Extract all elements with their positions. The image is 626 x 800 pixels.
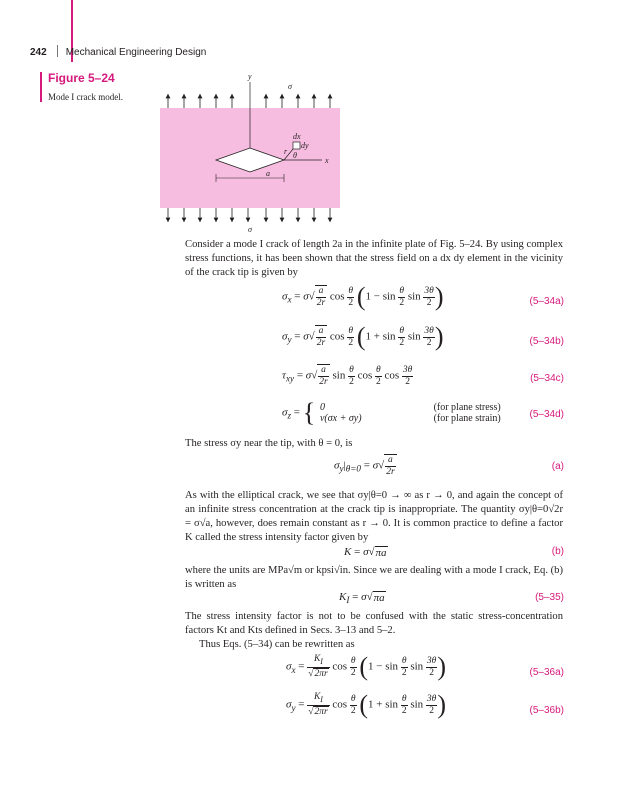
equation-5-35: $K_I = \sigma√\pi a$ [339, 591, 385, 606]
label-dx: dx [293, 132, 301, 141]
case-plane-strain-note: (for plane strain) [433, 413, 501, 424]
label-x: x [325, 156, 329, 165]
equation-a-label: (a) [551, 461, 564, 472]
crack-diagram [160, 70, 340, 235]
equation-5-36a-label: (5–36a) [529, 667, 564, 678]
paragraph-3: As with the elliptical crack, we see that σy|θ=0 → ∞ as r → 0, and again the concept of an infinite stress concentration at the crack tip is inappropriate. The quantity σy|θ=0√2r = σ√a, however, does remain constant as r → 0. It is common practice to define a factor K called the stress intensity factor given by [185, 490, 563, 543]
label-dy: dy [301, 141, 309, 150]
label-a: a [266, 169, 270, 178]
paragraph-4: where the units are MPa√m or kpsi√in. Since we are dealing with a mode I crack, Eq. (b) is written as [185, 565, 563, 590]
equation-5-36b: $\sigma_y$ = $\frac{K_I}{√2\pi r}$ cos $\frac{\theta}{2}$ (1 + sin $\frac{\theta}{2}$ sin $\frac{3\theta}{2}$ ) [286, 690, 446, 720]
equation-5-34c: $\tau_{xy} = \sigma√$ $\frac{a}{2r}$ sin $\frac{\theta}{2}$ cos $\frac{\theta}{2}$ cos $\frac{3\theta}{2}$ [282, 364, 413, 387]
equation-5-35-label: (5–35) [535, 592, 564, 603]
label-theta: θ [293, 151, 297, 160]
equation-5-34b-label: (5–34b) [529, 336, 564, 347]
equation-5-36a: $\sigma_x$ = $\frac{K_I}{√2\pi r}$ cos $\frac{\theta}{2}$ (1 − sin $\frac{\theta}{2}$ sin $\frac{3\theta}{2}$ ) [286, 652, 446, 682]
figure-title: Figure 5–24 [48, 71, 115, 85]
case-plane-stress-note: (for plane stress) [433, 402, 501, 413]
equation-5-34a: $\sigma_x = \sigma√$ $\frac{a}{2r}$ cos $\frac{\theta}{2}$ (1 − sin $\frac{\theta}{2}$ sin $\frac{3\theta}{2}$ ) [282, 282, 444, 311]
element-dxdy [293, 142, 300, 149]
equation-b-label: (b) [551, 546, 564, 557]
label-r: r [284, 147, 288, 156]
running-header [30, 45, 206, 58]
paragraph-5: The stress intensity factor is not to be confused with the static stress-concentration factors Kt and Kts defined in Secs. 3–13 and 5–2. [185, 611, 563, 636]
label-sigma-top: σ [288, 82, 292, 91]
equation-5-36b-label: (5–36b) [529, 705, 564, 716]
equation-b: K = σ√πa [344, 546, 387, 559]
label-sigma-bottom: σ [248, 225, 252, 234]
equation-5-34a-label: (5–34a) [529, 296, 564, 307]
label-y: y [248, 72, 252, 81]
paragraph-1: Consider a mode I crack of length 2a in the infinite plate of Fig. 5–24. By using complex stress functions, it has been shown that the stress field on a dx dy element in the vicinity of the crack tip is given by [185, 239, 563, 278]
equation-a: $\sigma_y|_{\theta=0} = \sigma√$ $\frac{a}{2r}$ [334, 455, 395, 477]
equation-5-34c-label: (5–34c) [530, 373, 564, 384]
equation-5-34b: $\sigma_y = \sigma√$ $\frac{a}{2r}$ cos $\frac{\theta}{2}$ (1 + sin $\frac{\theta}{2}$ sin $\frac{3\theta}{2}$ ) [282, 322, 444, 351]
bottom-stress-arrows [168, 208, 330, 220]
figure-marker [40, 72, 42, 102]
equation-5-34d-label: (5–34d) [529, 409, 564, 420]
paragraph-2: The stress σy near the tip, with θ = 0, is [185, 438, 353, 449]
paragraph-6: Thus Eqs. (5–34) can be rewritten as [199, 639, 355, 650]
figure-caption: Mode I crack model. [48, 92, 123, 102]
page-number: 242 [30, 47, 47, 58]
case-plane-strain: ν(σx + σy) [319, 413, 362, 424]
top-stress-arrows [168, 96, 330, 108]
equation-5-34d: $\sigma_z$ = { 0 (for plane stress) ν(σx + σy) (for plane strain) [282, 398, 501, 427]
running-title: Mechanical Engineering Design [65, 47, 207, 58]
case-plane-stress: 0 [319, 402, 325, 413]
